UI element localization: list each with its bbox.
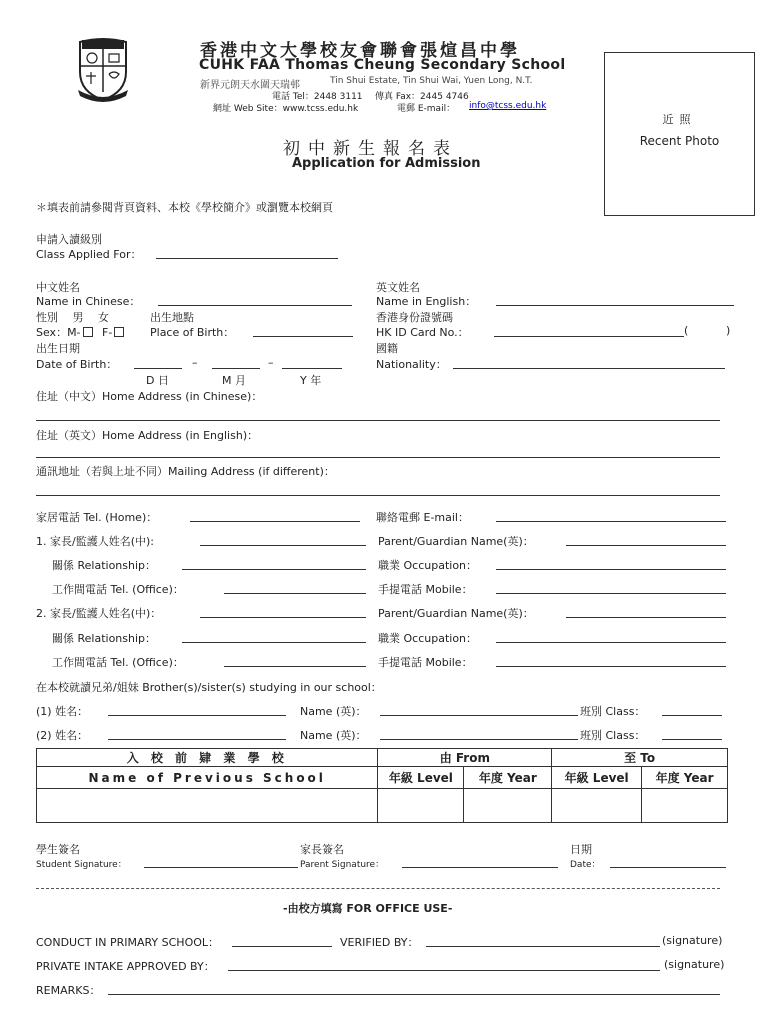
student-signature-label-en: Student Signature：: [36, 860, 127, 870]
office-use-title: -由校方填寫 FOR OFFICE USE-: [283, 902, 453, 915]
hkid-label-zh: 香港身份證號碼: [376, 311, 453, 324]
to-level-header: 年級 Level: [552, 767, 642, 789]
prev-school-name-cell[interactable]: [37, 789, 378, 823]
name-chinese-label-en: Name in Chinese：: [36, 295, 141, 308]
school-email-link[interactable]: info@tcss.edu.hk: [469, 101, 547, 111]
guardian1-name-zh-field[interactable]: [200, 545, 366, 546]
mailing-address-field[interactable]: [36, 495, 720, 496]
sex-label-en: Sex：M-: [36, 326, 81, 339]
sibling2-name-en-field[interactable]: [380, 739, 578, 740]
sibling1-name-field[interactable]: [108, 715, 286, 716]
class-applied-field[interactable]: [156, 258, 338, 259]
instruction-note: ＊填表前請參閱背頁資料、本校《學校簡介》或瀏覽本校網頁: [36, 201, 333, 214]
verified-by-label: VERIFIED BY：: [340, 936, 419, 949]
guardian2-name-zh-field[interactable]: [200, 617, 366, 618]
sibling1-name-en-field[interactable]: [380, 715, 578, 716]
guardian2-tel-office-label: 工作間電話 Tel. (Office)：: [52, 656, 184, 669]
parent-signature-label-zh: 家長簽名: [300, 843, 344, 856]
guardian1-tel-office-label: 工作間電話 Tel. (Office)：: [52, 583, 184, 596]
guardian2-name-zh-label: 2. 家長/監護人姓名(中)：: [36, 607, 162, 620]
guardian1-occupation-label: 職業 Occupation：: [378, 559, 478, 572]
guardian2-mobile-field[interactable]: [496, 666, 726, 667]
sex-label-zh: 性別 男 女: [36, 311, 109, 324]
from-level-header: 年級 Level: [378, 767, 464, 789]
guardian2-mobile-label: 手提電話 Mobile：: [378, 656, 473, 669]
school-name-zh: 香港中文大學校友會聯會張煊昌中學: [200, 41, 520, 61]
from-header: 由 From: [378, 749, 552, 767]
name-english-field[interactable]: [496, 305, 734, 306]
sibling2-name-field[interactable]: [108, 739, 286, 740]
from-year-cell[interactable]: [464, 789, 552, 823]
prev-school-header-en: Name of Previous School: [37, 767, 378, 789]
school-email-label: 電郵 E-mail：: [397, 104, 456, 114]
siblings-label: 在本校就讀兄弟/姐妹 Brother(s)/sister(s) studying in our school：: [36, 681, 382, 694]
sibling2-name-label: (2) 姓名：: [36, 729, 89, 742]
school-address-zh: 新界元朗天水圍天瑞邨: [200, 80, 300, 91]
place-of-birth-label-en: Place of Birth：: [150, 326, 235, 339]
name-chinese-label-zh: 中文姓名: [36, 281, 80, 294]
photo-box[interactable]: [604, 52, 755, 216]
parent-signature-field[interactable]: [402, 867, 558, 868]
parent-signature-label-en: Parent Signature：: [300, 860, 385, 870]
guardian1-name-en-field[interactable]: [566, 545, 726, 546]
guardian2-name-en-label: Parent/Guardian Name(英)：: [378, 607, 534, 620]
guardian1-relationship-label: 關係 Relationship：: [52, 559, 157, 572]
email-label: 聯絡電郵 E-mail：: [376, 511, 469, 524]
address-english-field[interactable]: [36, 457, 720, 458]
dob-month-label: M 月: [222, 374, 246, 387]
sex-male-checkbox[interactable]: [83, 327, 93, 337]
tel-home-field[interactable]: [190, 521, 360, 522]
guardian1-mobile-field[interactable]: [496, 593, 726, 594]
private-intake-field[interactable]: [228, 970, 660, 971]
conduct-label: CONDUCT IN PRIMARY SCHOOL：: [36, 936, 220, 949]
address-english-label: 住址（英文）Home Address (in English)：: [36, 429, 259, 442]
sex-female-label: F-: [102, 326, 113, 339]
private-intake-label: PRIVATE INTAKE APPROVED BY：: [36, 960, 215, 973]
nationality-label-zh: 國籍: [376, 342, 398, 355]
photo-label-zh: 近照: [662, 113, 697, 126]
private-signature-label: (signature): [664, 958, 725, 971]
remarks-label: REMARKS：: [36, 984, 101, 997]
dob-year-label: Y 年: [300, 374, 322, 387]
email-field[interactable]: [496, 521, 726, 522]
to-header: 至 To: [552, 749, 728, 767]
hkid-paren-open: (: [684, 324, 689, 337]
school-address-en: Tin Shui Estate, Tin Shui Wai, Yuen Long, N.T.: [330, 76, 533, 86]
student-signature-label-zh: 學生簽名: [36, 843, 80, 856]
dob-label-zh: 出生日期: [36, 342, 80, 355]
guardian2-name-en-field[interactable]: [566, 617, 726, 618]
hkid-paren-close: ): [726, 324, 731, 337]
guardian2-relationship-label: 關係 Relationship：: [52, 632, 157, 645]
to-level-cell[interactable]: [552, 789, 642, 823]
guardian1-relationship-field[interactable]: [182, 569, 366, 570]
mailing-address-label: 通訊地址（若與上址不同）Mailing Address (if different)：: [36, 465, 335, 478]
dob-dash-2: –: [268, 356, 274, 369]
guardian2-tel-office-field[interactable]: [224, 666, 366, 667]
class-applied-label-en: Class Applied For：: [36, 248, 142, 261]
sibling1-class-field[interactable]: [662, 715, 722, 716]
nationality-label-en: Nationality：: [376, 358, 447, 371]
place-of-birth-label-zh: 出生地點: [150, 311, 194, 324]
guardian1-name-zh-label: 1. 家長/監護人姓名(中):: [36, 535, 154, 548]
school-fax: 傳真 Fax：2445 4746: [375, 92, 469, 102]
address-chinese-label: 住址（中文）Home Address (in Chinese)：: [36, 390, 263, 403]
to-year-header: 年度 Year: [642, 767, 728, 789]
guardian2-occupation-field[interactable]: [496, 642, 726, 643]
name-english-label-zh: 英文姓名: [376, 281, 420, 294]
school-name-en: CUHK FAA Thomas Cheung Secondary School: [199, 57, 566, 73]
guardian2-relationship-field[interactable]: [182, 642, 366, 643]
address-chinese-field[interactable]: [36, 420, 720, 421]
dob-day-field[interactable]: [134, 368, 182, 369]
nationality-field[interactable]: [453, 368, 725, 369]
verified-signature-label: (signature): [662, 934, 723, 947]
date-label-en: Date：: [570, 860, 601, 870]
name-chinese-field[interactable]: [158, 305, 352, 306]
guardian2-occupation-label: 職業 Occupation：: [378, 632, 478, 645]
form-title-en: Application for Admission: [292, 156, 481, 171]
guardian1-tel-office-field[interactable]: [224, 593, 366, 594]
school-tel: 電話 Tel：2448 3111: [272, 92, 363, 102]
date-field[interactable]: [610, 867, 726, 868]
hkid-field[interactable]: [494, 336, 684, 337]
sibling2-name-en-label: Name (英)：: [300, 729, 367, 742]
hkid-label-en: HK ID Card No.：: [376, 326, 469, 339]
conduct-field[interactable]: [232, 946, 332, 947]
guardian1-mobile-label: 手提電話 Mobile：: [378, 583, 473, 596]
dob-month-field[interactable]: [212, 368, 260, 369]
class-applied-label-zh: 申請入讀級別: [36, 233, 102, 246]
sex-female-checkbox[interactable]: [114, 327, 124, 337]
prev-school-header-zh: 入 校 前 肄 業 學 校: [37, 749, 378, 767]
from-level-cell[interactable]: [378, 789, 464, 823]
school-crest-icon: [76, 34, 130, 102]
from-year-header: 年度 Year: [464, 767, 552, 789]
dob-year-field[interactable]: [282, 368, 342, 369]
dob-day-label: D 日: [146, 374, 169, 387]
school-website: 網址 Web Site：www.tcss.edu.hk: [213, 104, 359, 114]
guardian1-name-en-label: Parent/Guardian Name(英)：: [378, 535, 534, 548]
name-english-label-en: Name in English：: [376, 295, 477, 308]
tel-home-label: 家居電話 Tel. (Home)：: [36, 511, 158, 524]
previous-school-table: [36, 748, 728, 823]
remarks-field[interactable]: [108, 994, 720, 995]
sibling2-class-label: 班別 Class：: [580, 729, 646, 742]
sibling1-class-label: 班別 Class：: [580, 705, 646, 718]
sibling1-name-label: (1) 姓名：: [36, 705, 89, 718]
dob-dash-1: –: [192, 356, 198, 369]
guardian1-occupation-field[interactable]: [496, 569, 726, 570]
dob-label-en: Date of Birth：: [36, 358, 118, 371]
sibling2-class-field[interactable]: [662, 739, 722, 740]
place-of-birth-field[interactable]: [253, 336, 353, 337]
verified-by-field[interactable]: [426, 946, 660, 947]
photo-label-en: Recent Photo: [639, 134, 720, 148]
to-year-cell[interactable]: [642, 789, 728, 823]
date-label-zh: 日期: [570, 843, 592, 856]
student-signature-field[interactable]: [144, 867, 298, 868]
form-title-zh: 初中新生報名表: [283, 139, 458, 159]
divider: [36, 888, 720, 889]
sibling1-name-en-label: Name (英)：: [300, 705, 367, 718]
